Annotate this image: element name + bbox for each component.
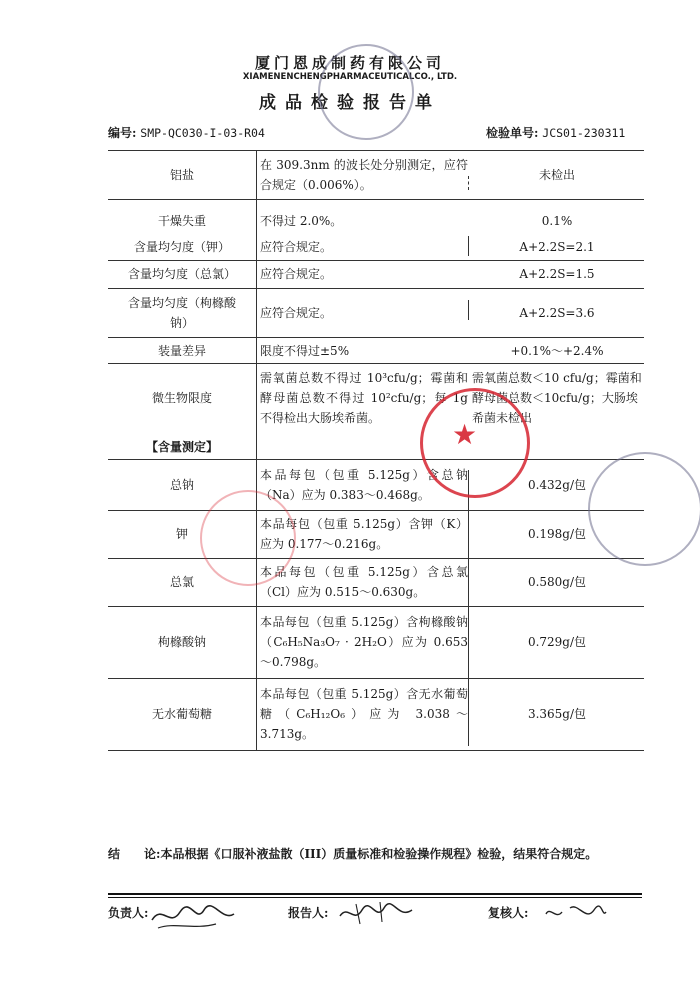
conclusion-text: 本品根据《口服补液盐散（III）质量标准和检验操作规程》检验，结果符合规定。 <box>160 847 598 861</box>
assay-item: 总氯 <box>169 575 194 589</box>
assay-standard: 本品每包（包重 5.125g）含钾（K）应为 0.177～0.216g。 <box>260 517 468 551</box>
assay-result: 0.729g/包 <box>527 635 587 649</box>
conclusion <box>108 842 643 866</box>
document-title: 成品检验报告单 <box>259 93 441 113</box>
assay-result: 3.365g/包 <box>527 707 587 721</box>
row-result: A+2.2S=3.6 <box>519 306 595 320</box>
code-field <box>108 124 265 141</box>
assay-item: 无水葡萄糖 <box>151 707 212 721</box>
table-top-rule <box>108 150 644 151</box>
column-divider <box>468 470 469 746</box>
reviewer-label: 复核人: <box>488 906 529 920</box>
assay-standard: 本品每包（包重 5.125g）含总氯（Cl）应为 0.515～0.630g。 <box>260 565 468 599</box>
column-divider <box>256 150 257 750</box>
order-field <box>486 124 625 141</box>
row-standard: 不得过 2.0%。 <box>260 214 343 228</box>
responsible-label: 负责人: <box>108 906 149 920</box>
row-standard: 应符合规定。 <box>260 267 333 281</box>
assay-result: 0.198g/包 <box>527 527 587 541</box>
row-rule <box>108 199 644 200</box>
row-item: 铝盐 <box>169 168 194 182</box>
row-item: 干燥失重 <box>157 214 206 228</box>
assay-result: 0.432g/包 <box>527 478 587 492</box>
column-divider <box>468 300 469 320</box>
table-bottom-rule <box>108 750 644 751</box>
faint-red-seal <box>200 490 296 586</box>
reporter-label: 报告人: <box>288 906 329 920</box>
order-value: JCS01-230311 <box>542 126 626 140</box>
company-name-cn: 厦门恩成制药有限公司 <box>254 54 445 72</box>
row-rule <box>108 606 644 607</box>
row-rule <box>108 459 644 460</box>
reporter-handwritten-signature <box>336 898 416 928</box>
row-rule <box>108 558 644 559</box>
code-label: 编号: <box>108 126 137 140</box>
row-standard: 应符合规定。 <box>260 240 333 254</box>
row-result: A+2.2S=1.5 <box>519 267 595 281</box>
responsible-handwritten-signature <box>148 898 238 934</box>
footer-rule <box>108 893 642 895</box>
assay-item: 钾 <box>175 527 188 541</box>
row-result: 0.1% <box>541 214 573 228</box>
column-divider <box>468 236 469 256</box>
row-result: 未检出 <box>538 168 575 182</box>
row-item: 含量均匀度（枸橼酸钠） <box>127 296 236 330</box>
row-standard: 应符合规定。 <box>260 306 333 320</box>
row-standard: 需氧菌总数不得过 10³cfu/g；霉菌和酵母菌总数不得过 10²cfu/g；每 1g 不得检出大肠埃希菌。 <box>260 371 468 425</box>
row-rule <box>108 510 644 511</box>
conclusion-label: 结 论: <box>108 847 161 861</box>
company-name-en: XIAMENENCHENGPHARMACEUTICALCO., LTD. <box>242 72 458 82</box>
row-item: 含量均匀度（钾） <box>133 240 230 254</box>
order-label: 检验单号: <box>486 126 539 140</box>
assay-standard: 本品每包（包重 5.125g）含总钠（Na）应为 0.383～0.468g。 <box>260 468 468 502</box>
row-result: A+2.2S=2.1 <box>519 240 595 254</box>
reviewer-handwritten-signature <box>540 898 610 928</box>
row-standard: 限度不得过±5% <box>260 344 350 358</box>
row-result: +0.1%～+2.4% <box>510 344 604 358</box>
row-rule <box>108 678 644 679</box>
row-result: 需氧菌总数＜10 cfu/g；霉菌和酵母菌总数＜10cfu/g；大肠埃希菌未检出 <box>472 371 642 425</box>
reporter-signature <box>288 904 328 921</box>
edge-gray-seal <box>588 452 700 566</box>
column-divider <box>468 176 469 190</box>
assay-standard: 本品每包（包重 5.125g）含无水葡萄糖（C₆H₁₂O₆）应为 3.038～3.713g。 <box>260 687 468 741</box>
row-rule <box>108 363 644 364</box>
row-rule <box>108 337 644 338</box>
gray-seal-mark <box>318 44 414 140</box>
row-rule <box>108 260 644 261</box>
code-value: SMP-QC030-I-03-R04 <box>140 126 265 140</box>
row-item: 微生物限度 <box>151 391 212 405</box>
assay-standard: 本品每包（包重 5.125g）含枸橼酸钠（C₆H₅Na₃O₇ · 2H₂O）应为 0.653～0.798g。 <box>260 615 468 669</box>
row-item: 含量均匀度（总氯） <box>127 267 236 281</box>
row-rule <box>108 288 644 289</box>
reviewer-signature <box>488 904 528 921</box>
assay-item: 总钠 <box>169 478 194 492</box>
row-item: 装量差异 <box>157 344 206 358</box>
row-standard: 在 309.3nm 的波长处分别测定，应符合规定（0.006%）。 <box>260 158 468 192</box>
assay-section-heading: 【含量测定】 <box>145 440 218 454</box>
assay-item: 枸橼酸钠 <box>157 635 206 649</box>
responsible-signature <box>108 904 148 921</box>
stamp-star-icon: ★ <box>452 418 478 451</box>
assay-result: 0.580g/包 <box>527 575 587 589</box>
